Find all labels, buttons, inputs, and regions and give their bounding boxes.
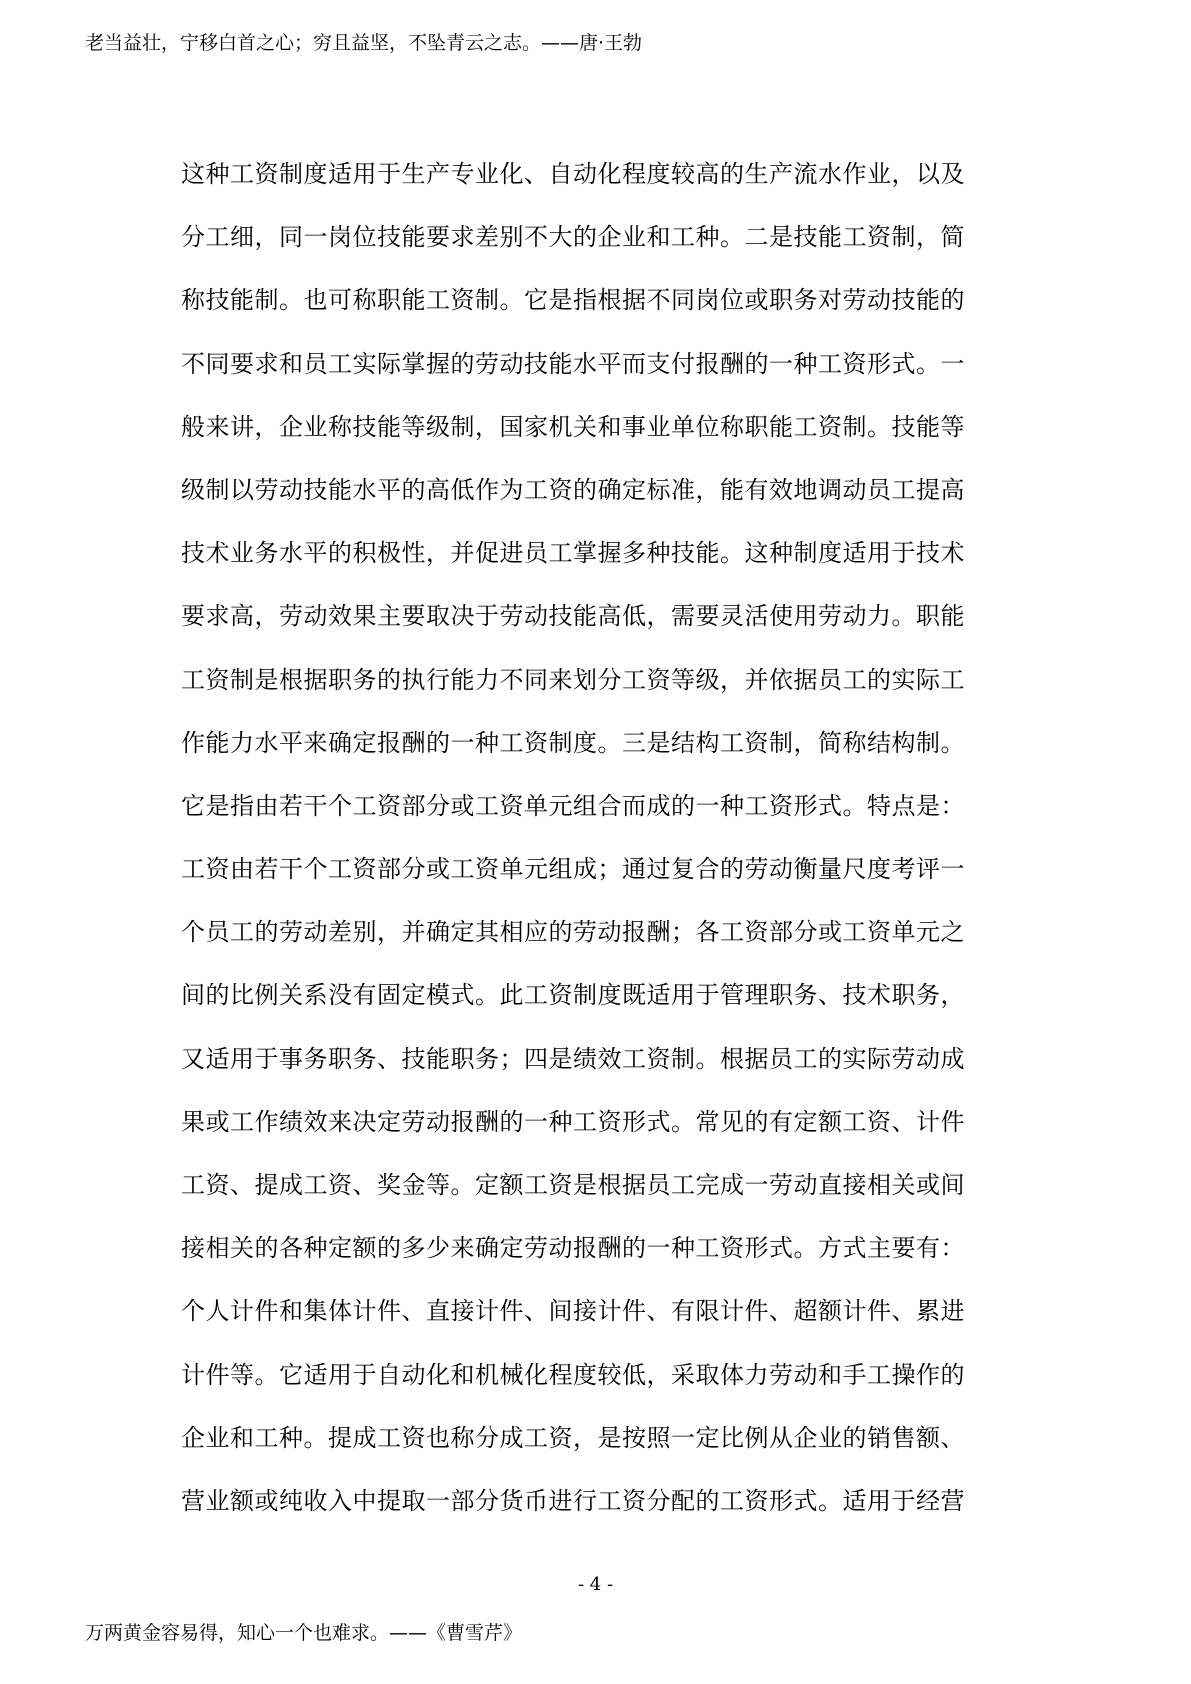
paragraph-line: 般来讲，企业称技能等级制，国家机关和事业单位称职能工资制。技能等 (181, 412, 965, 441)
paragraph-line: 计件等。它适用于自动化和机械化程度较低，采取体力劳动和手工操作的 (181, 1360, 965, 1389)
header-quote: 老当益壮，宁移白首之心；穷且益坚，不坠青云之志。——唐·王勃 (85, 32, 643, 54)
paragraph-line: 这种工资制度适用于生产专业化、自动化程度较高的生产流水作业，以及 (181, 160, 965, 188)
paragraph-line: 技术业务水平的积极性，并促进员工掌握多种技能。这种制度适用于技术 (181, 539, 965, 568)
document-body (181, 152, 1021, 1542)
paragraph-line: 作能力水平来确定报酬的一种工资制度。三是结构工资制，简称结构制。 (181, 728, 965, 757)
paragraph-line: 分工细，同一岗位技能要求差别不大的企业和工种。二是技能工资制，简 (181, 223, 965, 252)
paragraph-line: 企业和工种。提成工资也称分成工资，是按照一定比例从企业的销售额、 (181, 1423, 965, 1452)
paragraph-line: 营业额或纯收入中提取一部分货币进行工资分配的工资形式。适用于经营 (181, 1486, 965, 1515)
paragraph-line: 个员工的劳动差别，并确定其相应的劳动报酬；各工资部分或工资单元之 (181, 918, 965, 947)
paragraph-line: 要求高，劳动效果主要取决于劳动技能高低，需要灵活使用劳动力。职能 (181, 602, 965, 631)
paragraph-line: 又适用于事务职务、技能职务；四是绩效工资制。根据员工的实际劳动成 (181, 1044, 965, 1073)
paragraph-line: 工资、提成工资、奖金等。定额工资是根据员工完成一劳动直接相关或间 (181, 1171, 965, 1199)
paragraph-line: 工资由若干个工资部分或工资单元组成；通过复合的劳动衡量尺度考评一 (181, 855, 965, 884)
paragraph-line: 间的比例关系没有固定模式。此工资制度既适用于管理职务、技术职务， (181, 981, 965, 1010)
paragraph-line: 接相关的各种定额的多少来确定劳动报酬的一种工资形式。方式主要有： (181, 1234, 965, 1263)
paragraph-line: 它是指由若干个工资部分或工资单元组合而成的一种工资形式。特点是： (181, 791, 965, 820)
paragraph-line: 个人计件和集体计件、直接计件、间接计件、有限计件、超额计件、累进 (181, 1297, 965, 1326)
paragraph-line: 不同要求和员工实际掌握的劳动技能水平而支付报酬的一种工资形式。一 (181, 349, 965, 378)
paragraph-line: 果或工作绩效来决定劳动报酬的一种工资形式。常见的有定额工资、计件 (181, 1107, 965, 1136)
paragraph-line: 工资制是根据职务的执行能力不同来划分工资等级，并依据员工的实际工 (181, 665, 965, 694)
paragraph-line: 级制以劳动技能水平的高低作为工资的确定标准，能有效地调动员工提高 (181, 475, 965, 504)
paragraph-line: 称技能制。也可称职能工资制。它是指根据不同岗位或职务对劳动技能的 (181, 286, 965, 315)
footer-quote: 万两黄金容易得，知心一个也难求。——《曹雪芹》 (85, 1622, 523, 1644)
page-number: - 4 - (577, 1574, 614, 1595)
